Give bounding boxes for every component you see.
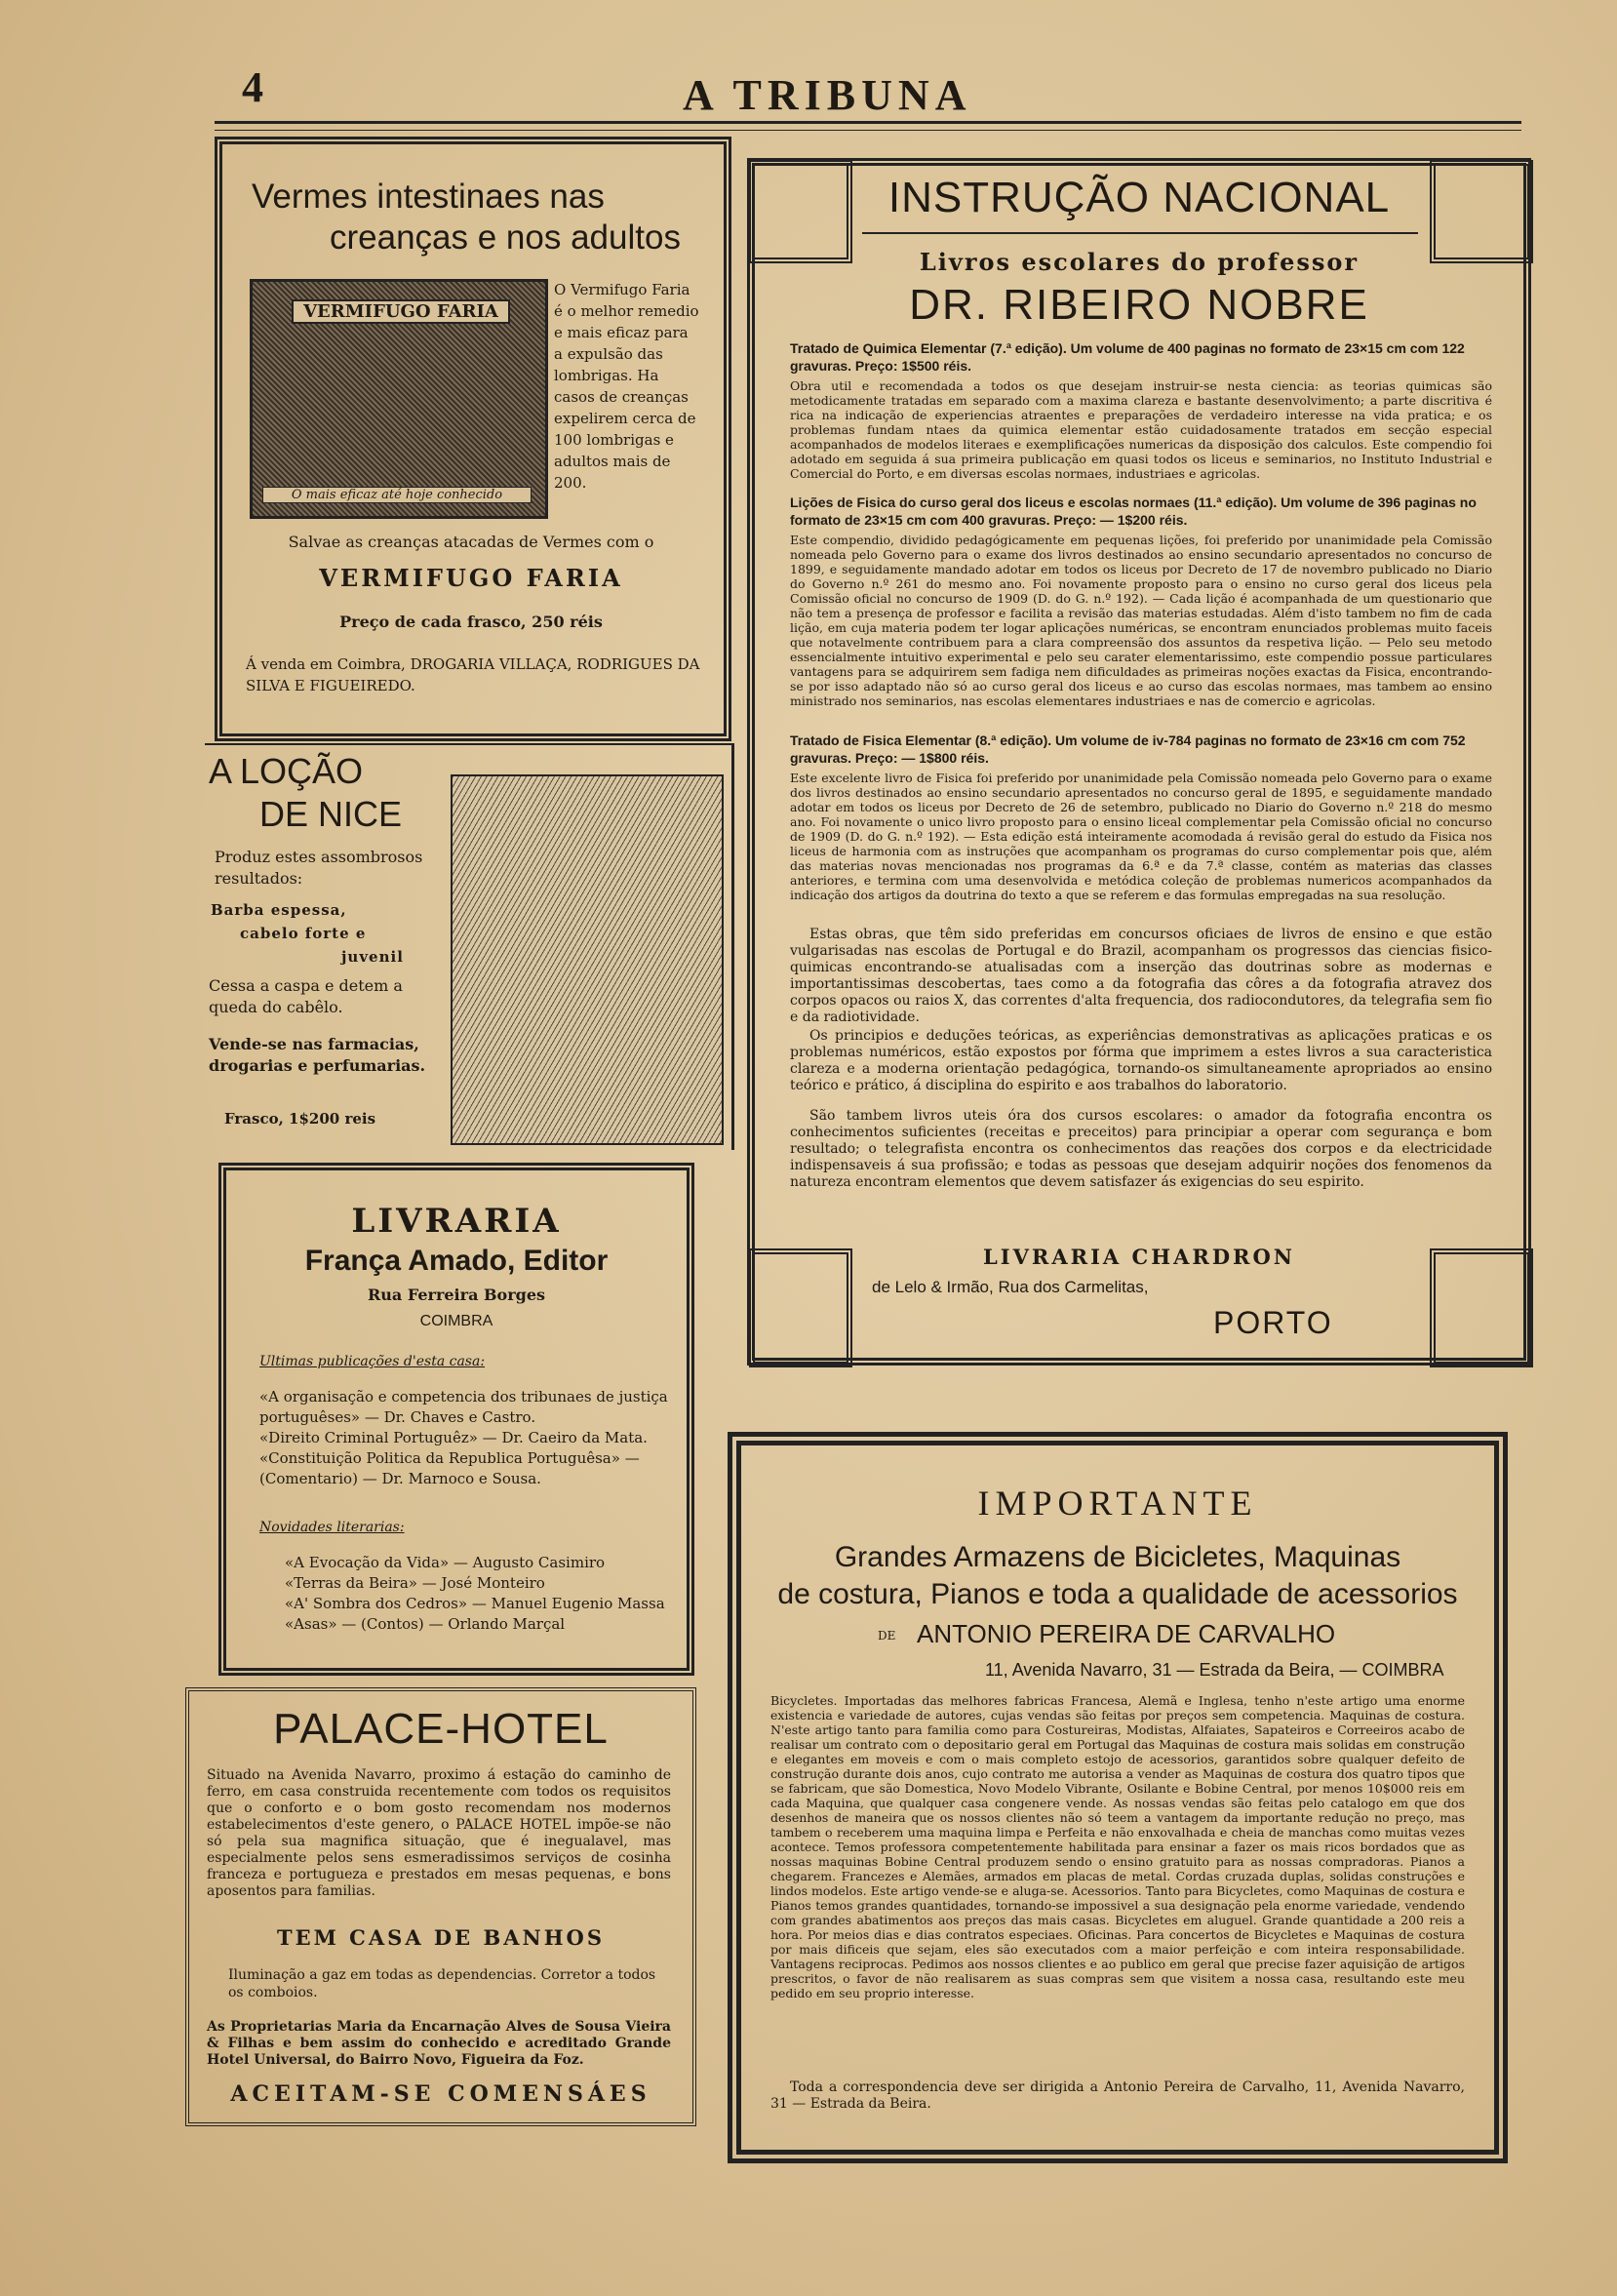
palace-title: PALACE-HOTEL [273,1705,609,1753]
locao-result-3: juvenil [341,948,404,966]
importante-body: Bicycletes. Importadas das melhores fabricas Francesa, Alemã e Inglesa, tenho n'este artigo uma enorme existencia e variedade de autores, cujas vendas são feitas por preços sem competencia. Maquinas de costura. N'este artigo tanto para familia como para Costureiras, Modistas, Alfaiates, Sapateiros e Correeiros acabo de realisar um contrato com o depositario geral em Portugal das Maquinas de costura mais solidas em construção e elegantes em moveis e com o mais completo estojo de acessorios, garantidos sobre qualquer defeito de construção durante dois anos, cujo contrato me autorisa a vender as Maquinas de costura dos quatro tipos que se fabricam, que são Domestica, Novo Modelo Vibrante, Osilante e Bobine Central, por menos 10$000 reis em cada Maquina, que qualquer casa congenere vende. As nossas vendas são feitas pelo catalogo em que dos desenhos de maneira que os nossos clientes não só teem a vantagem da importante redução no preço, mas tambem o receberem uma maquina limpa e Perfeita e não enxovalhada e cheia de manchas como muitas vezes acontece. Temos professora competentemente habilitada para ensinar a fazer os mais ricos bordados que as nossas maquinas Bobine Central produzem sendo o ensino gratuito para as nossas compradoras. Pianos a chegarem. Francezes e Alemães, armados em placas de metal. Cordas cruzada duplas, solidas construções e lindos modelos. Este artigo vende-se e aluga-se. Acessorios. Tanto para Bicycletes, como Maquinas de costura e Pianos temos grandes quantidades, tornando-se impossivel a sua designação pela enorme variedade, vendendo com grandes abatimentos aos preços das mais casas. Bicycletes em aluguel. Grande quantidade a 200 reis a hora. Por meios dias e dias contratos especiaes. Oficinas. Para concertos de Bicycletes e Maquinas de costura por mais dificeis que sejam, eles são executados com a maior perfeição e com inteira responsabilidade. Vantagens reciprocas. Pedimos aos nossos clientes e ao publico em geral que precise fazer aquisição de artigos prescritos, o favor de não realisarem as suas compras sem que visitem a nossa casa, resultando este meu pedido em seu proprio interesse. [770,1693,1465,2000]
palace-lighting: Iluminação a gaz em todas as dependencias. Corretor a todos os comboios. [228,1967,656,2000]
list-item: «Asas» — (Contos) — Orlando Marçal [285,1615,566,1633]
livraria-franca-amado-ad [218,1163,694,1676]
locao-title-2: DE NICE [259,794,403,834]
newspaper-title: A TRIBUNA [683,71,972,119]
instrucao-title: INSTRUÇÃO NACIONAL [887,174,1391,221]
list-item: «A organisação e competencia dos tribunaes de justiça portuguêses» — Dr. Chaves e Castro. [259,1388,668,1426]
vermes-ad [215,137,731,741]
vermes-title-1: Vermes intestinaes nas [252,178,605,216]
book-3-heading: Tratado de Fisica Elementar (8.ª edição). Um volume de iv-784 paginas no formato de 23×16 cm com 752 gravuras. Preço: — 1$800 réis. [790,732,1466,766]
list-item: «A Evocação da Vida» — Augusto Casimiro [285,1554,606,1571]
man-portrait-illustration [451,774,724,1145]
instrucao-author: DR. RIBEIRO NOBRE [909,281,1369,329]
instrucao-subtitle: Livros escolares do professor [919,248,1360,276]
locao-caspa: Cessa a caspa e detem a queda do cabêlo. [209,976,403,1016]
locao-price: Frasco, 1$200 reis [224,1110,376,1128]
palace-hotel-ad [185,1687,696,2126]
palace-owners: As Proprietarias Maria da Encarnação Alves de Sousa Vieira & Filhas e bem assim do conhecido e acreditado Grande Hotel Universal, do Bairro Novo, Figueira da Foz. [207,2019,671,2068]
list-item: «Constituição Politica da Republica Portuguêsa» — (Comentario) — Dr. Marnoco e Sousa. [259,1449,640,1487]
instrucao-paragraph-3: São tambem livros uteis óra dos cursos escolares: o amador da fotografia encontra os conhecimentos suficientes (receitas e preceitos) para principiar a operar com segurança e bom resultado; o telegrafista encontra os conhecimentos das reações dos corpos e da electricidade indispensaveis á sua profissão; e todas as pessoas que desejam adquirir noções dos fenomenos da natureza encontram elementos que devem satisfazer ás exigencias do seu espirito. [790,1108,1492,1190]
palace-banhos: TEM CASA DE BANHOS [276,1925,606,1950]
livraria-pubs-list [259,1387,669,1489]
palace-body: Situado na Avenida Navarro, proximo á estação do caminho de ferro, em casa construida recentemente com todos os requisitos que o conforto e o bom gosto recomendam nos modernos estabelecimentos d'este genero, o PALACE HOTEL impõe-se não só pela sua magnifica situação, que é inegualavel, mas especialmente pelos sens esmeradissimos serviços de cosinha franceza e portugueza e prestados em mesas pequenas, e bons aposentos para familias. [207,1767,671,1899]
title-rule [862,232,1418,234]
vermifugo-illustration [250,279,548,519]
list-item: «Direito Criminal Portuguêz» — Dr. Caeiro da Mata. [259,1429,648,1446]
chardron-city: PORTO [1213,1305,1333,1340]
vermes-title-2: creanças e nos adultos [330,218,681,257]
corner-knot-ornament [1430,1248,1533,1367]
importante-heading-1: Grandes Armazens de Bicicletes, Maquinas [834,1541,1401,1573]
locao-result-1: Barba espessa, [211,901,347,919]
livraria-city: COIMBRA [419,1313,493,1329]
vermes-price: Preço de cada frasco, 250 réis [339,613,603,631]
book-2-heading: Lições de Fisica do curso geral dos liceus e escolas normaes (11.ª edição). Um volume de 396 paginas no formato de 23×15 cm com 400 gravuras. Preço: — 1$200 réis. [790,495,1477,528]
locao-venda: Vende-se nas farmacias, drogarias e perfumarias. [209,1035,426,1075]
chardron-address: de Lelo & Irmão, Rua dos Carmelitas, [872,1278,1149,1296]
livraria-street: Rua Ferreira Borges [367,1286,545,1304]
book-2-text: Este compendio, dividido pedagógicamente em pequenas lições, foi preferido por unanimidade pela Comissão nomeada pelo Governo para o exame dos livros destinados ao ensino secundario apresentados no concurso de 1899, e seguidamente mandado adotar em todos os liceus por Decreto de 17 de novembro publicado no Diario do Governo n.º 261 do mesmo ano. Foi novamente proposto para o ensino no curso geral dos liceus pela Comissão oficial no concurso de 1909 (D. do G. n.º 192). — Cada lição é acompanhada de um questionario que não tem a presença de professor e facilita a revisão das materias estudadas. Além d'isto tambem no fim de cada lição, em cuja materia podem ter logar aplicações numéricas, se encontram enunciados problemas muito faceis que notavelmente contribuem para a clara compreensão dos assuntos da respetiva lição. — Pelo seu metodo essencialmente intuitivo experimental e pelo seu carater elementarissimo, este compendio possue particulares vantagens para se adquirirem sem fadiga nem dificuldades as primeiras noções exactas da Fisica, encontrando-se por isso adaptado não só ao curso geral dos liceus e ao curso das escolas normaes, mas tambem ao ensino ministrado nos seminarios, nas escolas elementares industriaes e nas de comercio e agricolas. [790,533,1492,708]
instrucao-nacional-ad [747,158,1531,1366]
vermes-product-name: VERMIFUGO FARIA [319,564,623,592]
page-number: 4 [242,63,263,111]
book-3-text: Este excelente livro de Fisica foi preferido por unanimidade pela Comissão nomeada pelo Governo para o exame dos livros destinados ao ensino secundario apresentados no concurso geral de 1895, e seguidamente mandado adotar em todos os liceus por Decreto de 26 de setembro, publicado no Diario do Governo n.º 218 do mesmo ano. Foi novamente o unico livro proposto para o ensino liceal complementar pela Comissão oficial no concurso de 1909 (D. do G. n.º 192). — Esta edição está inteiramente acomodada á revisão geral do estudo da Fisica nos liceus de harmonia com as instruções que acompanham os programas do curso complementar pois que, além das materias novas mencionadas nos programas da 6.ª e da 7.ª classe, contém as materias das classes anteriores, e termina com uma desenvolvida e metódica coleção de problemas numericos acompanhados da indicação dos artigos da doutrina do texto a que se referem e das formulas empregadas na sua resolução. [790,771,1492,902]
locao-ad [205,743,734,1150]
instrucao-paragraph-2: Os principios e deduções teóricas, as experiências demonstrativas as aplicações praticas e os problemas numéricos, estão expostos por fórma que imprimem a estes livros a sua caracteristica clareza e a moderna orientação pedagógica, tornando-os simultaneamente apropriados ao ensino teórico e prático, á disciplina do espirito e aos trabalhos do laboratorio. [790,1028,1492,1093]
importante-title: IMPORTANTE [977,1484,1258,1523]
header-rule [215,121,1521,131]
importante-ad [728,1432,1508,2163]
livraria-editor: França Amado, Editor [304,1245,609,1277]
instrucao-paragraph-1: Estas obras, que têm sido preferidas em concursos oficiaes de livros de ensino e que estão vulgarisadas nas escolas de Portugal e do Brazil, acompanham os progressos das ciencias fisico-quimicas encontrando-se atualisadas com a inserção das doutrinas sobre as modernas e importantissimas descobertas, taes como a da fotografia das côres a da fotografia atravez dos corpos opacos ou raios X, das correntes d'alta frequencia, dos radiocondutores, da telegrafia sem fio e da radiotividade. [790,927,1492,1025]
importante-footer: Toda a correspondencia deve ser dirigida a Antonio Pereira de Carvalho, 11, Avenida Navarro, 31 — Estrada da Beira. [770,2079,1465,2112]
vermifugo-caption: O mais eficaz até hoje conhecido [262,487,532,503]
locao-result-2: cabelo forte e [240,925,367,942]
importante-de: DE [878,1629,896,1643]
livraria-novidades-label: Novidades literarias: [259,1520,405,1535]
vermes-body: O Vermifugo Faria é o melhor remedio e mais eficaz para a expulsão das lombrigas. Ha casos de creanças expelirem cerca de 100 lombrigas e adultos mais de 200. [554,281,699,492]
book-1-text: Obra util e recomendada a todos os que desejam instruir-se nesta ciencia: as teorias quimicas são metodicamente tratadas em separado com a maxima clareza e bastante desenvolvimento; a parte discritiva é rica na indicação de experiencias atraentes e preparações de verdadeiro interesse na vida pratica; e os problemas fundam ntaes da quimica elementar estão cuidadosamente tratados em secção especial acompanhados de modelos literaes e exemplificações numericas da disposição dos calculos. Este compendio foi adotado em seguida á sua primeira publicação em quasi todos os liceus e seminarios, no Instituto Industrial e Comercial do Porto, e em diversas escolas normaes, industriaes e agricolas. [790,378,1492,481]
vermes-save-line: Salvae as creanças atacadas de Vermes com o [288,533,654,551]
palace-footer: ACEITAM-SE COMENSÁES [230,2081,651,2107]
book-1-heading: Tratado de Quimica Elementar (7.ª edição). Um volume de 400 paginas no formato de 23×15 cm com 122 gravuras. Preço: 1$500 réis. [790,340,1465,374]
vermifugo-banner: VERMIFUGO FARIA [292,299,510,324]
chardron-name: LIVRARIA CHARDRON [983,1245,1295,1269]
importante-heading-2: de costura, Pianos e toda a qualidade de acessorios [777,1578,1458,1610]
livraria-title: LIVRARIA [351,1202,562,1241]
vermes-sale-info: Á venda em Coimbra, DROGARIA VILLAÇA, RODRIGUES DA SILVA E FIGUEIREDO. [246,655,700,694]
corner-knot-ornament [749,1248,852,1367]
importante-owner: ANTONIO PEREIRA DE CARVALHO [917,1619,1336,1648]
locao-intro: Produz estes assombrosos resultados: [215,848,423,888]
locao-title-1: A LOÇÃO [209,751,364,791]
list-item: «A' Sombra dos Cedros» — Manuel Eugenio Massa [285,1595,665,1612]
importante-address: 11, Avenida Navarro, 31 — Estrada da Beira, — COIMBRA [985,1660,1444,1680]
list-item: «Terras da Beira» — José Monteiro [285,1574,545,1592]
livraria-novs-list [285,1553,675,1635]
livraria-ultimas-label: Ultimas publicações d'esta casa: [259,1354,486,1369]
